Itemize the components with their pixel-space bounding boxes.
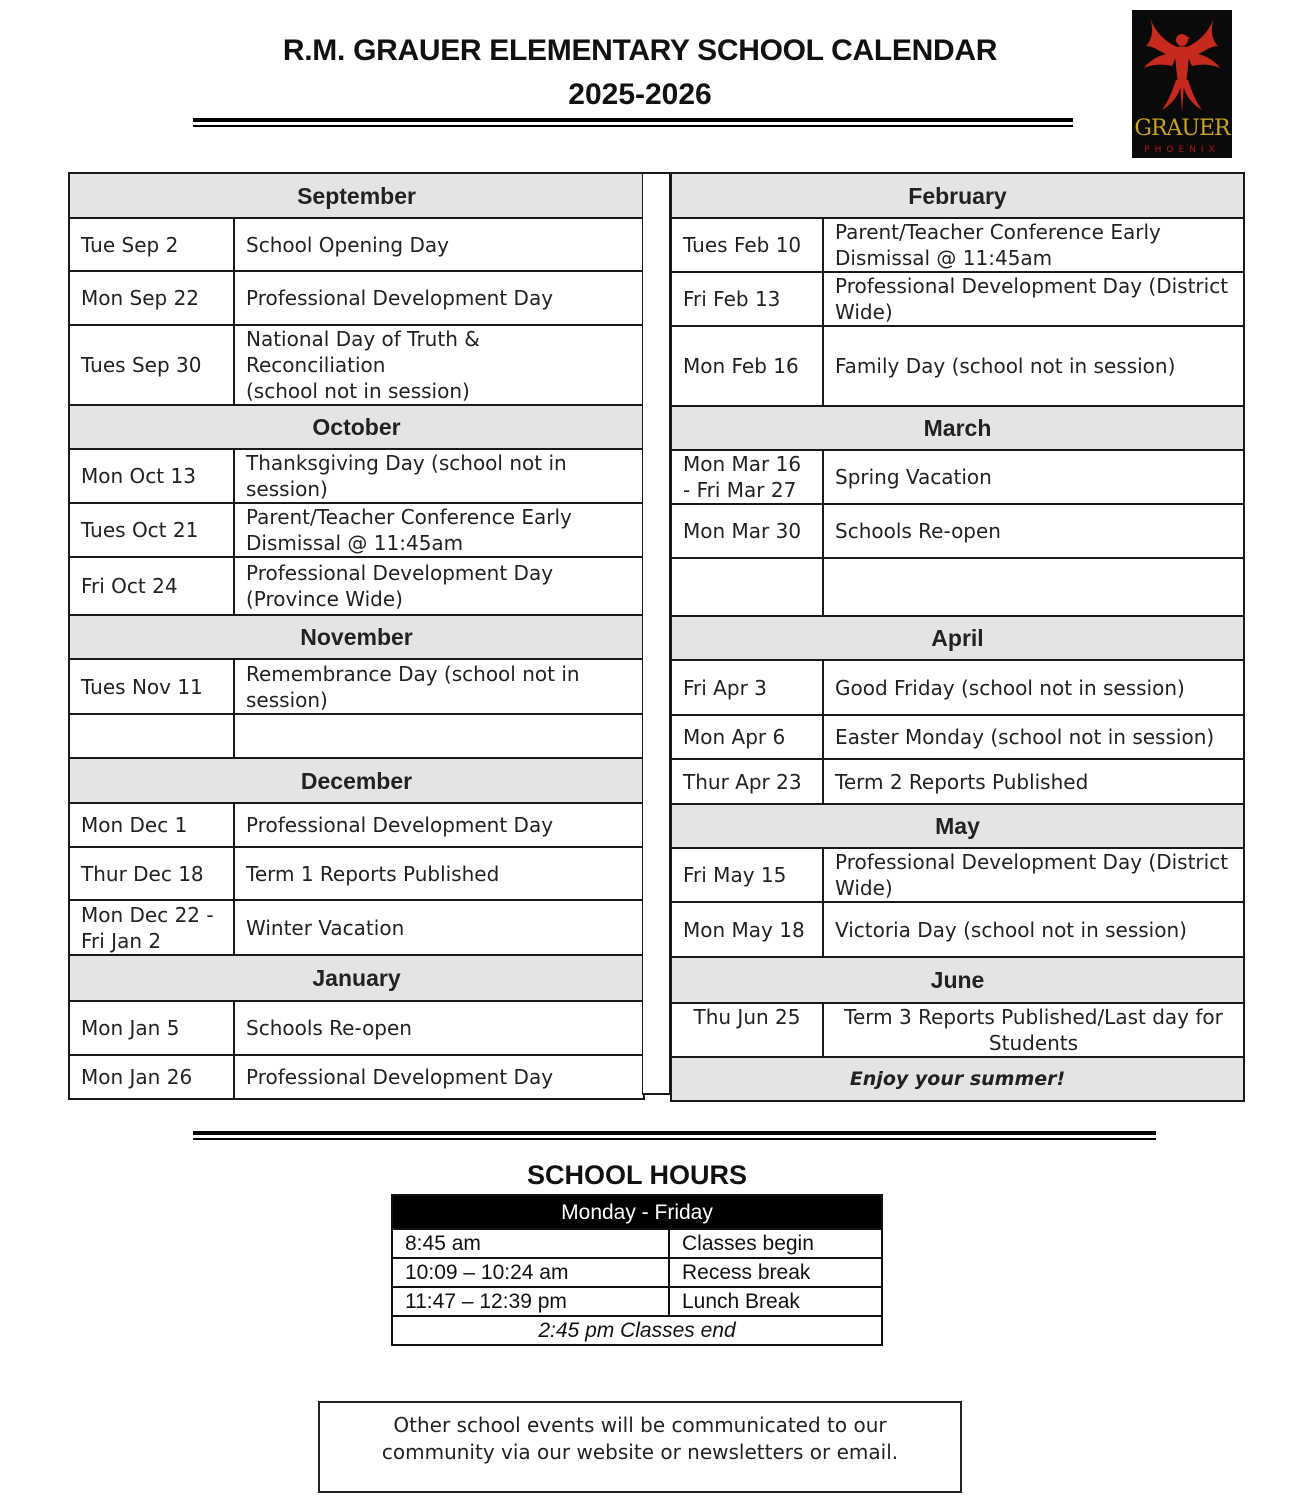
event-description bbox=[823, 218, 1244, 272]
event-description: Term 2 Reports Published bbox=[823, 759, 1244, 804]
page-title: R.M. GRAUER ELEMENTARY SCHOOL CALENDAR bbox=[282, 34, 998, 67]
event-date: Tues Oct 21 bbox=[69, 503, 234, 557]
month-header-september: September bbox=[69, 173, 644, 218]
table-row bbox=[69, 449, 644, 503]
hours-time: 10:09 – 10:24 am bbox=[392, 1258, 669, 1287]
event-date: Tues Nov 11 bbox=[69, 659, 234, 714]
table-row bbox=[69, 803, 644, 847]
table-row bbox=[69, 1055, 644, 1099]
logo-subtitle: PHOENIX bbox=[1144, 145, 1220, 155]
table-row bbox=[671, 504, 1244, 558]
table-row bbox=[671, 218, 1244, 272]
event-date: Tue Sep 2 bbox=[69, 218, 234, 271]
column-spacer bbox=[642, 172, 670, 1095]
month-header-february: February bbox=[671, 173, 1244, 218]
event-description: School Opening Day bbox=[234, 218, 644, 271]
event-description bbox=[234, 557, 644, 615]
table-row bbox=[671, 326, 1244, 406]
event-line: Term 3 Reports Published/Last day for bbox=[844, 1005, 1223, 1029]
event-line: Reconciliation bbox=[246, 353, 386, 377]
month-header-october: October bbox=[69, 405, 644, 449]
event-line: Parent/Teacher Conference Early bbox=[246, 505, 572, 529]
table-row bbox=[671, 902, 1244, 957]
table-row bbox=[69, 557, 644, 615]
event-date: Thur Apr 23 bbox=[671, 759, 823, 804]
event-line: (school not in session) bbox=[246, 379, 470, 403]
table-row bbox=[671, 715, 1244, 759]
event-description bbox=[823, 848, 1244, 902]
event-line: Dismissal @ 11:45am bbox=[246, 531, 464, 555]
event-description: Schools Re-open bbox=[823, 504, 1244, 558]
event-line: Thanksgiving Day (school not in bbox=[246, 451, 567, 475]
event-date: Thu Jun 25 bbox=[671, 1003, 823, 1057]
calendar-right-table bbox=[670, 172, 1245, 1102]
school-days-header: Monday - Friday bbox=[392, 1195, 882, 1229]
event-date: Fri Apr 3 bbox=[671, 660, 823, 715]
table-row bbox=[392, 1229, 882, 1258]
month-header-may: May bbox=[671, 804, 1244, 848]
event-date bbox=[69, 714, 234, 758]
event-description: Professional Development Day bbox=[234, 1055, 644, 1099]
month-header-december: December bbox=[69, 758, 644, 803]
event-date: Thur Dec 18 bbox=[69, 847, 234, 900]
school-year: 2025-2026 bbox=[568, 78, 712, 111]
event-line: session) bbox=[246, 687, 328, 712]
table-row bbox=[671, 1003, 1244, 1057]
event-description bbox=[823, 558, 1244, 616]
event-description: Professional Development Day bbox=[234, 803, 644, 847]
section-divider bbox=[193, 1131, 1156, 1135]
hours-time: 8:45 am bbox=[392, 1229, 669, 1258]
date-line: Fri Jan 2 bbox=[81, 928, 162, 953]
event-date: Mon Jan 5 bbox=[69, 1001, 234, 1055]
event-date bbox=[671, 558, 823, 616]
table-row bbox=[69, 218, 644, 271]
table-row bbox=[671, 558, 1244, 616]
event-line: session) bbox=[246, 477, 328, 501]
table-row bbox=[69, 714, 644, 758]
date-line: Mon Dec 22 - bbox=[81, 902, 214, 927]
event-description: Family Day (school not in session) bbox=[823, 326, 1244, 406]
event-line: Wide) bbox=[835, 876, 893, 900]
hours-label: Lunch Break bbox=[669, 1287, 882, 1316]
hours-label: Recess break bbox=[669, 1258, 882, 1287]
event-line: Remembrance Day (school not in bbox=[246, 661, 580, 686]
event-description bbox=[234, 659, 644, 714]
phoenix-icon bbox=[1132, 10, 1232, 120]
month-header-november: November bbox=[69, 615, 644, 659]
event-line: Professional Development Day bbox=[246, 561, 554, 585]
event-date: Fri Feb 13 bbox=[671, 272, 823, 326]
table-row bbox=[392, 1258, 882, 1287]
school-hours-title: SCHOOL HOURS bbox=[526, 1160, 748, 1190]
event-line: Professional Development Day (District bbox=[835, 850, 1229, 874]
table-row bbox=[69, 900, 644, 955]
table-row bbox=[671, 848, 1244, 902]
event-date: Tues Feb 10 bbox=[671, 218, 823, 272]
event-date: Mon Jan 26 bbox=[69, 1055, 234, 1099]
table-row bbox=[671, 272, 1244, 326]
calendar-left-table bbox=[68, 172, 645, 1100]
event-description bbox=[234, 503, 644, 557]
header-divider bbox=[193, 118, 1073, 122]
event-description: Schools Re-open bbox=[234, 1001, 644, 1055]
event-date: Mon Dec 1 bbox=[69, 803, 234, 847]
table-row bbox=[69, 659, 644, 714]
event-date: Mon May 18 bbox=[671, 902, 823, 957]
event-description bbox=[234, 449, 644, 503]
event-line: National Day of Truth & bbox=[246, 327, 480, 351]
event-description bbox=[823, 272, 1244, 326]
table-row bbox=[671, 660, 1244, 715]
event-line: (Province Wide) bbox=[246, 587, 403, 611]
event-date: Mon Oct 13 bbox=[69, 449, 234, 503]
hours-label: Classes begin bbox=[669, 1229, 882, 1258]
note-line: Other school events will be communicated to our bbox=[393, 1413, 887, 1437]
table-row bbox=[69, 847, 644, 900]
table-row bbox=[69, 325, 644, 405]
month-header-april: April bbox=[671, 616, 1244, 660]
event-description: Good Friday (school not in session) bbox=[823, 660, 1244, 715]
event-description: Spring Vacation bbox=[823, 450, 1244, 504]
event-description bbox=[234, 714, 644, 758]
event-date: Mon Sep 22 bbox=[69, 271, 234, 325]
header-divider-thin bbox=[193, 125, 1073, 127]
month-header-january: January bbox=[69, 955, 644, 1001]
event-description bbox=[823, 1003, 1244, 1057]
hours-time: 11:47 – 12:39 pm bbox=[392, 1287, 669, 1316]
logo-wordmark: GRAUER bbox=[1134, 116, 1230, 141]
event-line: Students bbox=[988, 1031, 1079, 1055]
month-header-march: March bbox=[671, 406, 1244, 450]
table-row bbox=[69, 503, 644, 557]
event-date: Mon Feb 16 bbox=[671, 326, 823, 406]
table-row bbox=[671, 450, 1244, 504]
event-description: Victoria Day (school not in session) bbox=[823, 902, 1244, 957]
section-divider-thin bbox=[193, 1138, 1156, 1140]
date-line: - Fri Mar 27 bbox=[683, 478, 797, 502]
event-date bbox=[69, 900, 234, 955]
event-date: Mon Apr 6 bbox=[671, 715, 823, 759]
school-hours-table bbox=[391, 1194, 883, 1346]
event-date: Tues Sep 30 bbox=[69, 325, 234, 405]
events-note bbox=[318, 1401, 962, 1493]
event-date: Fri Oct 24 bbox=[69, 557, 234, 615]
table-row bbox=[69, 271, 644, 325]
event-date: Mon Mar 30 bbox=[671, 504, 823, 558]
event-line: Professional Development Day (District bbox=[835, 274, 1229, 298]
summer-message: Enjoy your summer! bbox=[671, 1057, 1244, 1101]
school-logo bbox=[1132, 10, 1232, 158]
table-row bbox=[671, 759, 1244, 804]
event-line: Wide) bbox=[835, 300, 893, 324]
event-date: Fri May 15 bbox=[671, 848, 823, 902]
classes-end: 2:45 pm Classes end bbox=[392, 1316, 882, 1345]
month-header-june: June bbox=[671, 957, 1244, 1003]
event-date bbox=[671, 450, 823, 504]
event-line: Dismissal @ 11:45am bbox=[835, 246, 1053, 270]
event-description: Term 1 Reports Published bbox=[234, 847, 644, 900]
note-line: community via our website or newsletters or email. bbox=[381, 1440, 899, 1464]
table-row bbox=[392, 1287, 882, 1316]
event-description: Easter Monday (school not in session) bbox=[823, 715, 1244, 759]
event-description bbox=[234, 325, 644, 405]
event-line: Parent/Teacher Conference Early bbox=[835, 220, 1161, 244]
event-description: Professional Development Day bbox=[234, 271, 644, 325]
table-row bbox=[69, 1001, 644, 1055]
event-description: Winter Vacation bbox=[234, 900, 644, 955]
date-line: Mon Mar 16 bbox=[683, 452, 802, 476]
